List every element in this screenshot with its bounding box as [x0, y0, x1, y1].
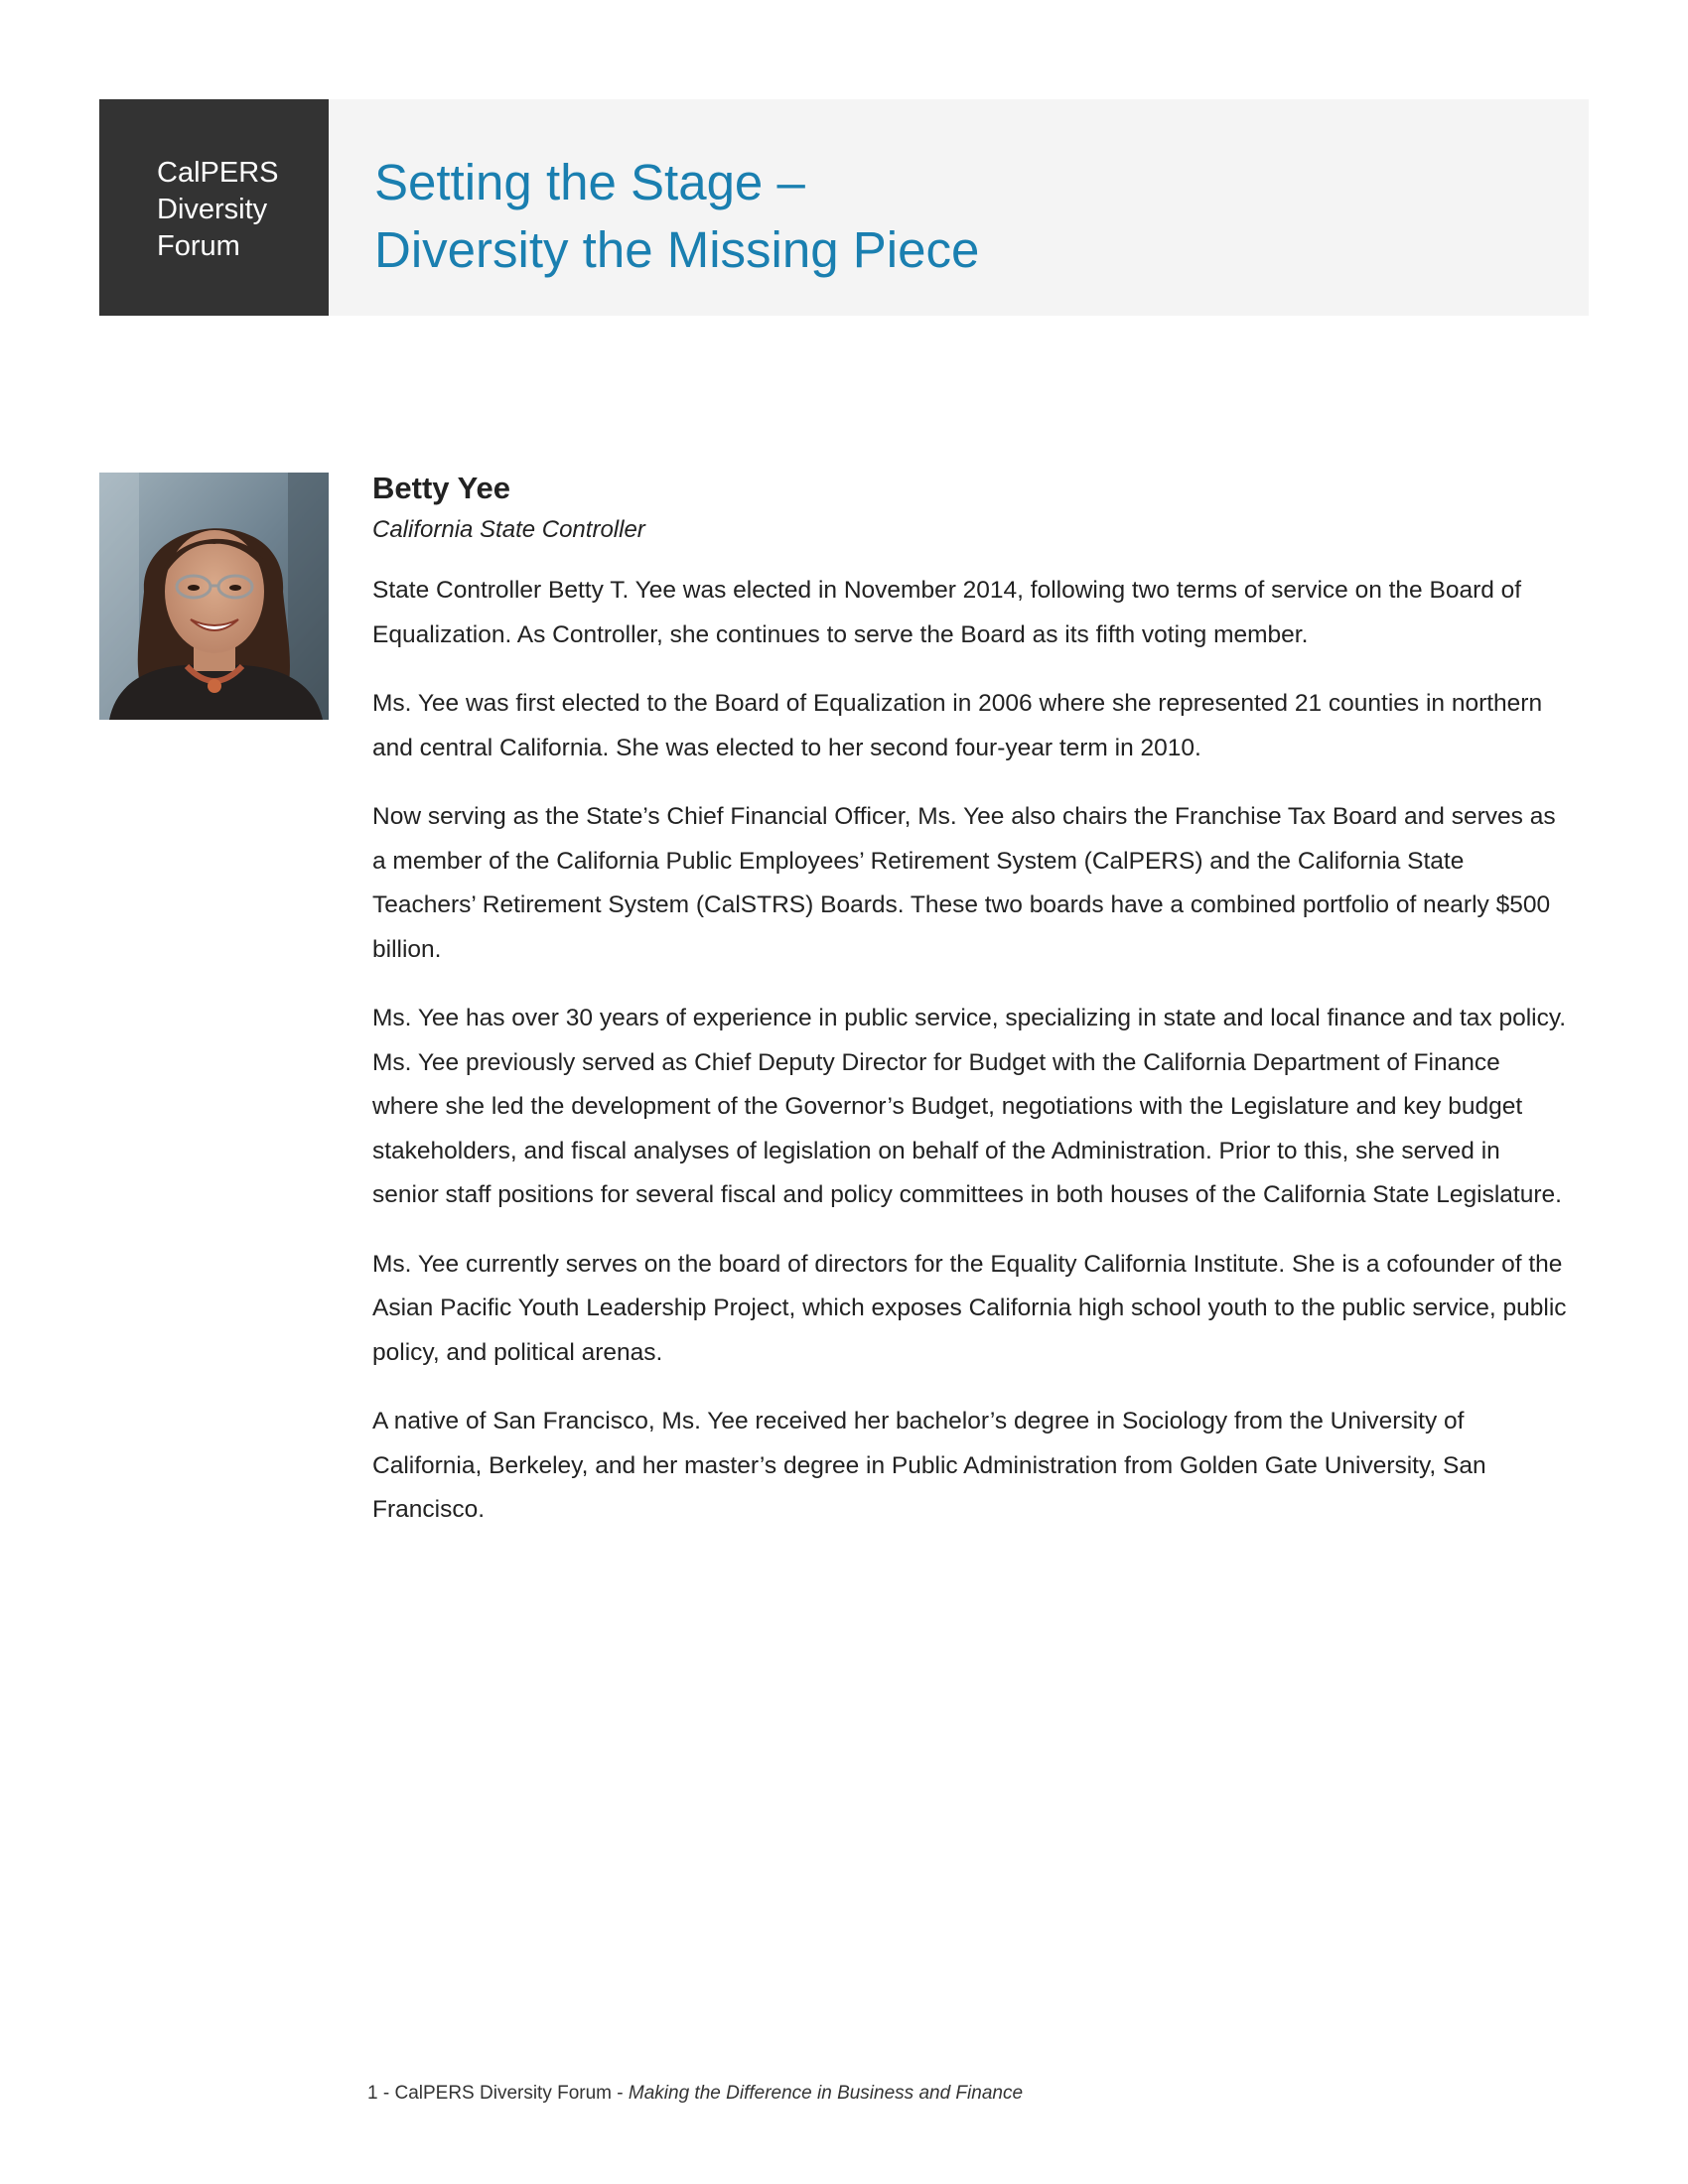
profile-photo	[99, 473, 329, 720]
profile-content	[372, 467, 1569, 1558]
bio-paragraph: Ms. Yee has over 30 years of experience in public service, specializing in state and local finance and tax policy. Ms. Yee previously served as Chief Deputy Director for Budget with the California Department of Finance where she led the development of the Governor’s Budget, negotiations with the Legislature and key budget stakeholders, and fiscal analyses of legislation on behalf of the Administration. Prior to this, she served in senior staff positions for several fiscal and policy committees in both houses of the California State Legislature.	[372, 1005, 1567, 1208]
footer-tagline: Making the Difference in Business and Finance	[628, 2083, 1024, 2104]
page-footer	[367, 2082, 1023, 2106]
footer-publication: CalPERS Diversity Forum	[394, 2083, 613, 2104]
page-title	[374, 149, 979, 284]
brand-line: Forum	[157, 230, 240, 262]
brand-line: CalPERS	[157, 157, 279, 189]
brand-box	[99, 99, 329, 316]
bio	[372, 569, 1569, 1533]
person-name: Betty Yee	[372, 471, 511, 505]
footer-separator: -	[382, 2083, 390, 2104]
person-role: California State Controller	[372, 516, 645, 543]
bio-paragraph: State Controller Betty T. Yee was elected in November 2014, following two terms of service on the Board of Equalization. As Controller, she continues to serve the Board as its fifth voting member.	[372, 577, 1522, 648]
bio-paragraph: A native of San Francisco, Ms. Yee received her bachelor’s degree in Sociology from the University of California, Berkeley, and her master’s degree in Public Administration from Golden Gate University, San Francisco.	[372, 1408, 1486, 1523]
page-header	[99, 99, 1589, 316]
title-line: Setting the Stage –	[374, 154, 805, 210]
brand-line: Diversity	[157, 194, 268, 225]
footer-separator: -	[617, 2083, 624, 2104]
bio-paragraph: Ms. Yee was first elected to the Board of Equalization in 2006 where she represented 21 counties in northern and central California. She was elected to her second four-year term in 2010.	[372, 690, 1543, 761]
bio-paragraph: Now serving as the State’s Chief Financial Officer, Ms. Yee also chairs the Franchise Tax Board and serves as a member of the California Public Employees’ Retirement System (CalPERS) and the California State Teachers’ Retirement System (CalSTRS) Boards. These two boards have a combined portfolio of nearly $500 billion.	[372, 803, 1556, 963]
title-line: Diversity the Missing Piece	[374, 221, 980, 278]
bio-paragraph: Ms. Yee currently serves on the board of directors for the Equality California Institute. She is a cofounder of the Asian Pacific Youth Leadership Project, which exposes California high school youth to the public service, public policy, and political arenas.	[372, 1250, 1567, 1366]
page-number: 1	[367, 2083, 378, 2104]
